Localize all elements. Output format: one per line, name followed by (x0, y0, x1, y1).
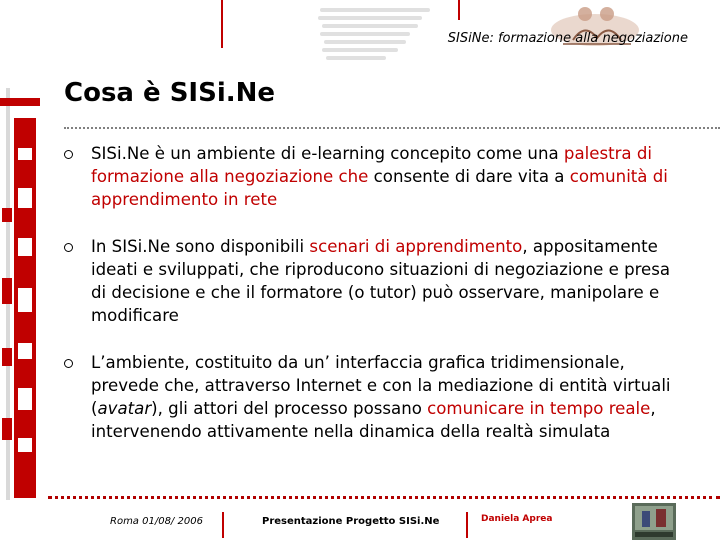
bullet-text-segment: In SISi.Ne sono disponibili (91, 237, 310, 256)
footer-divider (222, 512, 224, 538)
footer-presentation: Presentazione Progetto SISi.Ne (262, 516, 440, 527)
bullet-text-italic: avatar (97, 399, 152, 418)
title-rule (64, 127, 720, 129)
bullet-text-highlight: palestra di formazione alla negoziazione che (91, 144, 653, 186)
bullet-text-segment: L’ambiente, costituito da un’ interfaccia grafica tridimensionale, prevede che, attraverso Internet e con la mediazione di entità virtuali ( (91, 353, 671, 418)
bullet-text-highlight: comunicare in tempo reale (427, 399, 651, 418)
bullet-text (91, 144, 668, 209)
bullet-text-segment: SISi.Ne è un ambiente di e-learning concepito come una (91, 144, 564, 163)
header-divider-left (221, 0, 223, 48)
bullet-item (64, 235, 684, 327)
footer-divider (466, 512, 468, 538)
bullet-text-highlight: comunità di apprendimento in rete (91, 167, 668, 209)
bullet-circle-icon (64, 359, 73, 368)
footer-date: Roma 01/08/ 2006 (110, 516, 203, 527)
bullet-item (64, 351, 684, 443)
footer-rule (48, 496, 720, 499)
bullet-text-segment: consente di dare vita a (368, 167, 570, 186)
bullet-text-segment: , appositamente ideati e sviluppati, che riproducono situazioni di negoziazione e presa di decisione e che il formatore (o tutor) può osservare, manipolare e modificare (91, 237, 671, 325)
bullet-text (91, 237, 670, 325)
header-caption: SISiNe: formazione alla negoziazione (447, 31, 688, 46)
header-swoosh-icon (318, 4, 438, 64)
bullet-text-highlight: scenari di apprendimento (309, 237, 523, 256)
vertical-brand-strip-icon (0, 88, 44, 500)
bullet-text-segment: , intervenendo attivamente nella dinamica della realtà simulata (91, 399, 656, 441)
bullet-text (91, 353, 671, 441)
bullet-circle-icon (64, 150, 73, 159)
bullet-circle-icon (64, 243, 73, 252)
bullet-item (64, 142, 684, 211)
slide-title: Cosa è SISi.Ne (64, 78, 276, 108)
bullet-text-segment: ), gli attori del processo possano (151, 399, 428, 418)
scene-thumbnail-icon (632, 503, 676, 540)
footer-author: Daniela Aprea (481, 514, 553, 524)
header-divider-right (458, 0, 460, 20)
bullet-list (64, 142, 684, 443)
